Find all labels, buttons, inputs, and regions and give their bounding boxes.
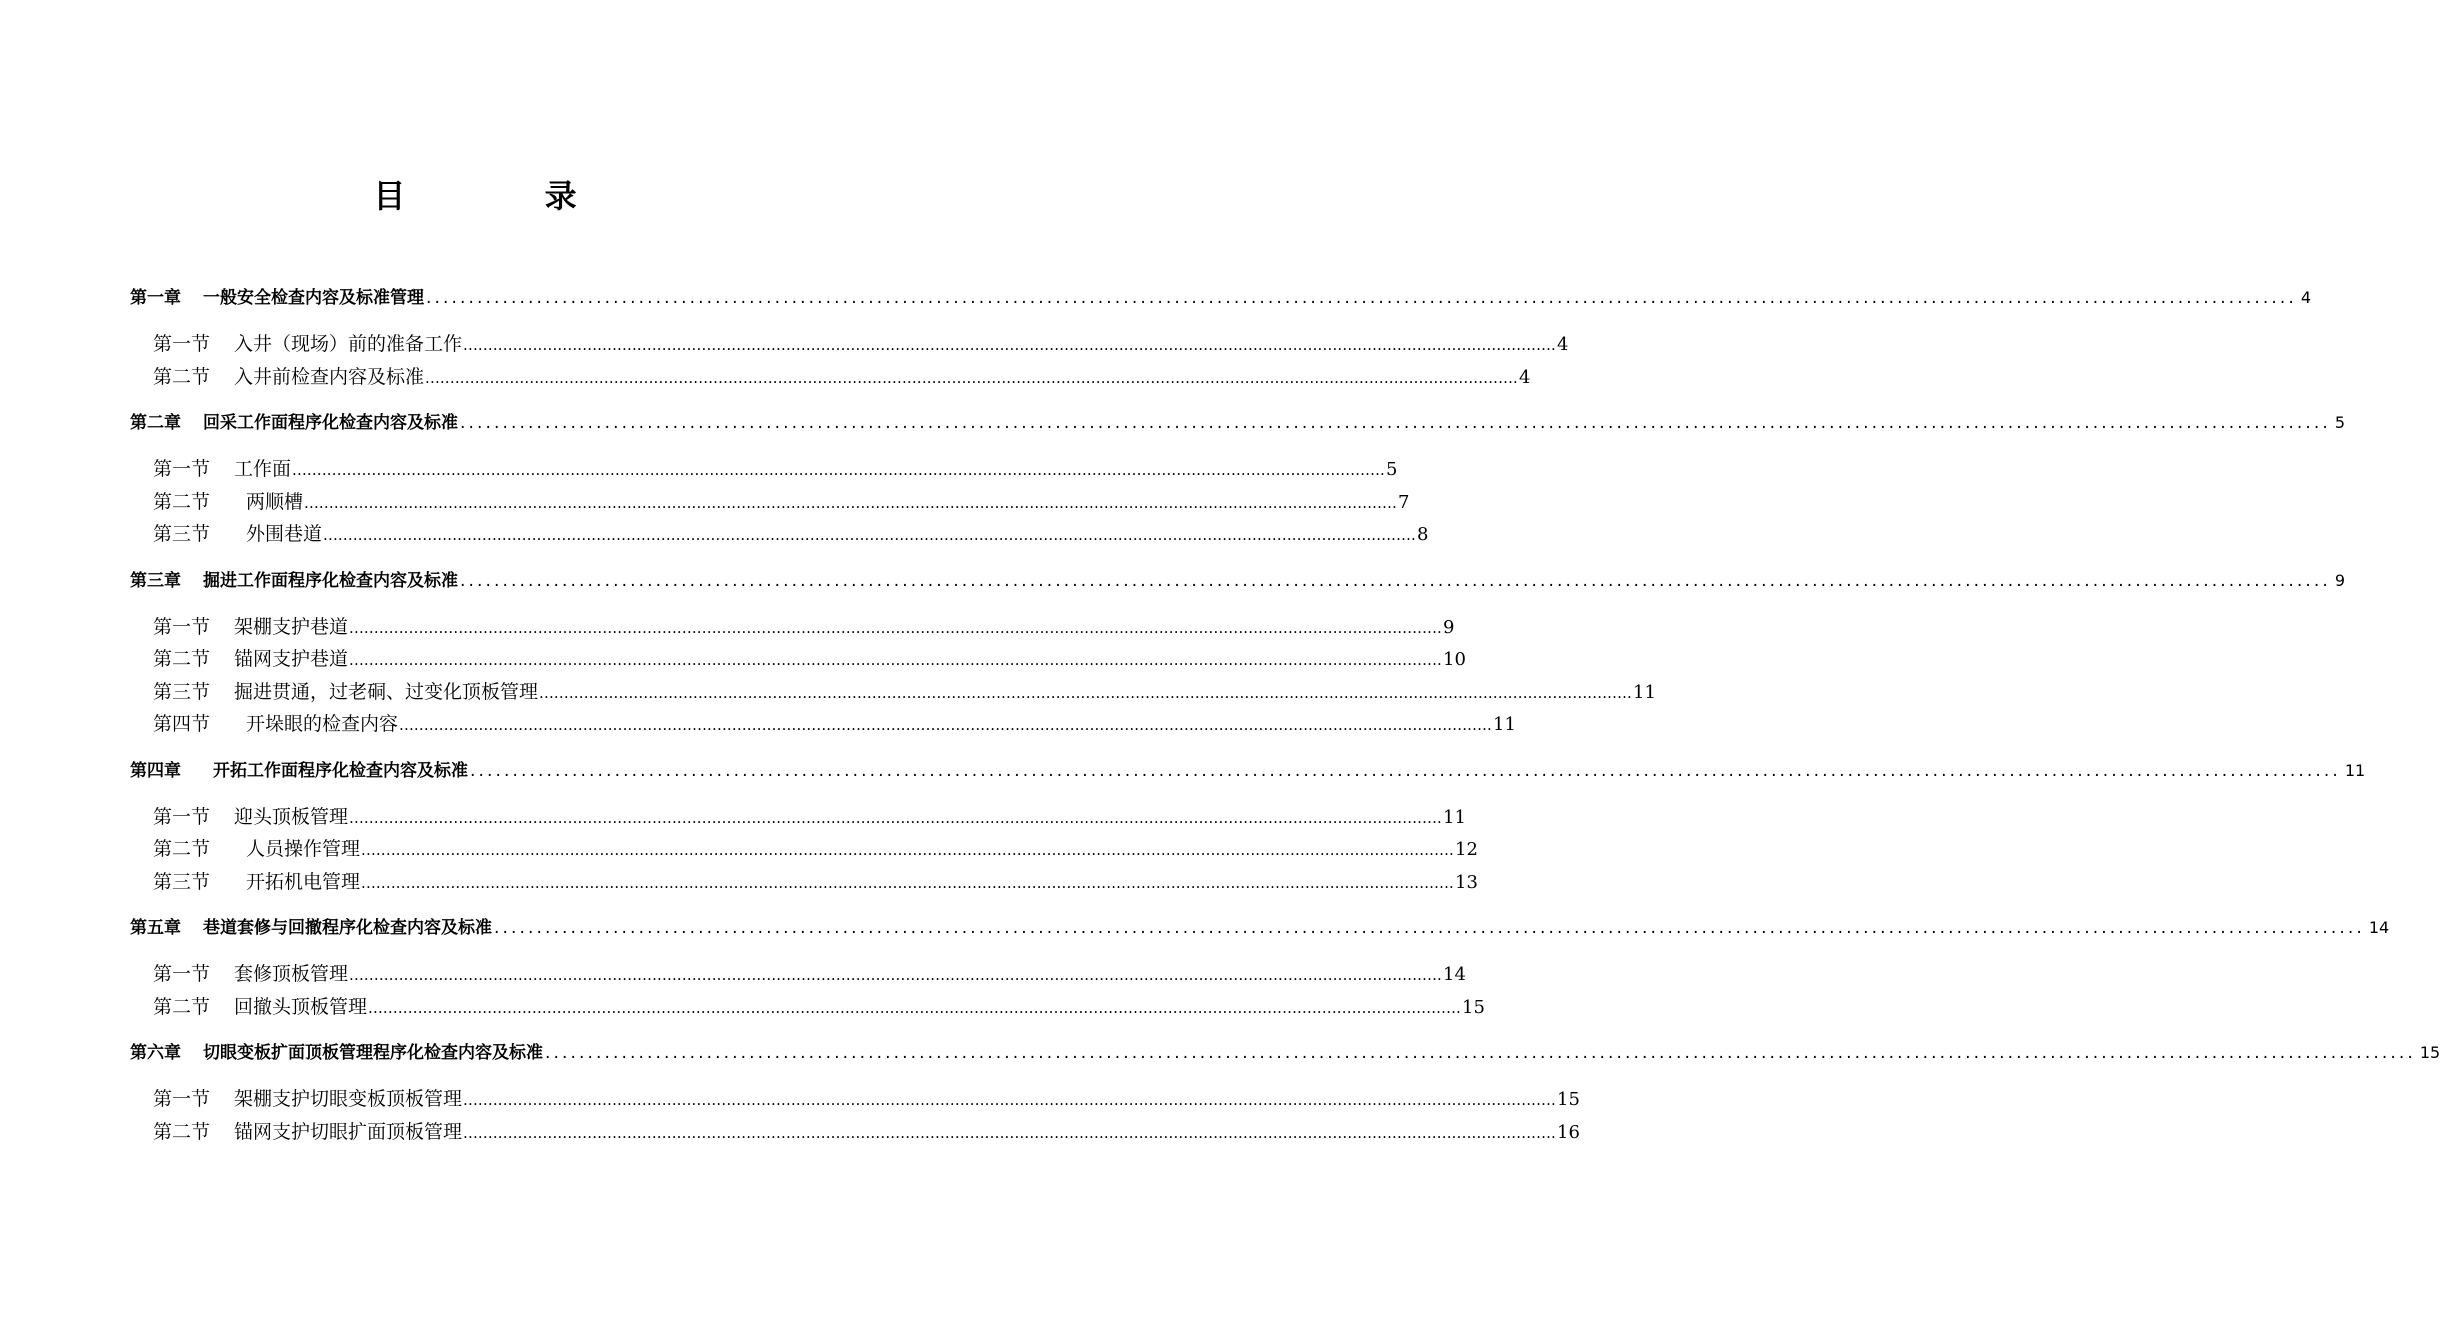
toc-chapter-6[interactable] (130, 1037, 2440, 1069)
section-title: 掘进贯通，过老硐、过变化顶板管理 (234, 680, 539, 703)
section-number: 第一节 (153, 963, 211, 985)
section-number: 第二节 (153, 838, 211, 860)
section-number: 第一节 (153, 805, 211, 828)
dot-leader: ............................................................................................................................................................................................................................ (426, 288, 2297, 308)
section-number: 第三节 (153, 523, 211, 545)
section-title: 套修顶板管理 (234, 963, 349, 985)
section-number: 第三节 (153, 870, 211, 893)
dot-leader: ............................................................................................................................................................................................................................ (460, 570, 2331, 591)
dot-leader: ............................................................................................................................................................................................................................ (463, 1091, 1557, 1109)
section-number: 第二节 (153, 1120, 211, 1143)
toc-section-4-1[interactable] (130, 801, 1466, 834)
dot-leader: ............................................................................................................................................................................................................................ (349, 651, 1443, 669)
page-number: 4 (2300, 288, 2312, 307)
toc-section-4-3[interactable] (130, 866, 1478, 899)
page-number: 15 (1462, 996, 1485, 1018)
toc-section-3-3[interactable] (130, 676, 1656, 709)
dot-leader: ............................................................................................................................................................................................................................ (361, 873, 1455, 892)
toc-section-4-2[interactable] (130, 833, 1478, 866)
section-number: 第一节 (153, 615, 211, 638)
dot-leader: ............................................................................................................................................................................................................................ (349, 618, 1443, 637)
toc-section-1-1[interactable] (130, 328, 1569, 361)
page-number: 5 (2334, 413, 2346, 432)
page-number: 12 (1455, 839, 1478, 860)
page-number: 14 (2368, 918, 2390, 937)
section-number: 第四节 (153, 713, 211, 735)
dot-leader: ............................................................................................................................................................................................................................ (494, 918, 2365, 938)
dot-leader: ............................................................................................................................................................................................................................ (463, 1123, 1557, 1142)
chapter-title: 掘进工作面程序化检查内容及标准 (203, 570, 458, 591)
page-number: 16 (1557, 1121, 1580, 1143)
section-title: 锚网支护切眼扩面顶板管理 (234, 1120, 463, 1143)
section-title: 迎头顶板管理 (234, 805, 349, 828)
section-title: 架棚支护巷道 (234, 615, 349, 638)
toc-chapter-1[interactable] (130, 282, 2312, 314)
page-number: 11 (2344, 760, 2366, 780)
page-number: 4 (1557, 334, 1569, 355)
section-title: 工作面 (234, 458, 292, 480)
page-number: 11 (1443, 806, 1466, 828)
section-title: 回撤头顶板管理 (234, 995, 368, 1018)
dot-leader: ............................................................................................................................................................................................................................ (323, 526, 1417, 544)
chapter-number: 第六章 (130, 1043, 181, 1063)
page-number: 11 (1493, 714, 1516, 735)
toc-section-6-1[interactable] (130, 1083, 1580, 1116)
chapter-title: 回采工作面程序化检查内容及标准 (203, 413, 458, 433)
dot-leader: ............................................................................................................................................................................................................................ (304, 493, 1398, 512)
toc-section-3-2[interactable] (130, 643, 1466, 676)
section-number: 第三节 (153, 680, 211, 703)
toc-section-3-4[interactable] (130, 708, 1516, 741)
section-title: 入井前检查内容及标准 (234, 365, 425, 388)
toc-section-2-2[interactable] (130, 486, 1410, 519)
dot-leader: ............................................................................................................................................................................................................................ (425, 368, 1519, 387)
toc-section-3-1[interactable] (130, 611, 1455, 644)
page-number: 4 (1519, 366, 1531, 388)
section-title: 架棚支护切眼变板顶板管理 (234, 1088, 463, 1110)
toc-chapter-3[interactable] (130, 565, 2346, 597)
dot-leader: ............................................................................................................................................................................................................................ (399, 716, 1493, 734)
section-title: 两顺槽 (246, 490, 304, 513)
page-number: 10 (1443, 649, 1466, 670)
section-title: 开垛眼的检查内容 (246, 713, 399, 735)
section-number: 第一节 (153, 333, 211, 355)
page-number: 15 (1557, 1089, 1580, 1110)
chapter-number: 第三章 (130, 570, 181, 591)
page-number: 14 (1443, 964, 1466, 985)
section-number: 第二节 (153, 648, 211, 670)
chapter-number: 第一章 (130, 288, 181, 308)
toc-section-2-1[interactable] (130, 453, 1398, 486)
chapter-title: 巷道套修与回撤程序化检查内容及标准 (203, 918, 492, 938)
dot-leader: ............................................................................................................................................................................................................................ (349, 808, 1443, 827)
page-number: 13 (1455, 871, 1478, 893)
page-number: 7 (1398, 491, 1410, 513)
dot-leader: ............................................................................................................................................................................................................................ (292, 461, 1386, 479)
chapter-title: 一般安全检查内容及标准管理 (203, 288, 424, 308)
toc-chapter-4[interactable] (130, 755, 2366, 787)
page-number: 11 (1633, 681, 1656, 703)
section-title: 外围巷道 (246, 523, 323, 545)
dot-leader: ............................................................................................................................................................................................................................ (539, 683, 1633, 702)
section-number: 第二节 (153, 365, 211, 388)
chapter-number: 第四章 (130, 760, 181, 781)
toc-section-6-2[interactable] (130, 1116, 1580, 1149)
section-number: 第二节 (153, 490, 211, 513)
section-title: 人员操作管理 (246, 838, 361, 860)
chapter-title: 切眼变板扩面顶板管理程序化检查内容及标准 (203, 1043, 543, 1063)
dot-leader: ............................................................................................................................................................................................................................ (361, 841, 1455, 859)
page-number: 9 (2334, 570, 2346, 590)
page-number: 5 (1386, 459, 1398, 480)
dot-leader: ............................................................................................................................................................................................................................ (349, 966, 1443, 984)
toc-section-2-3[interactable] (130, 518, 1429, 551)
page-number: 15 (2419, 1043, 2440, 1062)
section-number: 第二节 (153, 995, 211, 1018)
dot-leader: ............................................................................................................................................................................................................................ (470, 760, 2341, 781)
dot-leader: ............................................................................................................................................................................................................................ (368, 998, 1462, 1017)
page-number: 8 (1417, 524, 1429, 545)
section-title: 入井（现场）前的准备工作 (234, 333, 463, 355)
section-title: 锚网支护巷道 (234, 648, 349, 670)
section-number: 第一节 (153, 458, 211, 480)
chapter-number: 第二章 (130, 413, 181, 433)
toc-section-5-2[interactable] (130, 991, 1485, 1024)
table-of-contents (130, 282, 2440, 1148)
dot-leader: ............................................................................................................................................................................................................................ (460, 413, 2331, 433)
toc-chapter-2[interactable] (130, 407, 2346, 439)
section-title: 开拓机电管理 (246, 870, 361, 893)
section-number: 第一节 (153, 1088, 211, 1110)
page-number: 9 (1443, 616, 1455, 638)
toc-section-5-1[interactable] (130, 958, 1466, 991)
chapter-title: 开拓工作面程序化检查内容及标准 (213, 760, 468, 781)
dot-leader: ............................................................................................................................................................................................................................ (463, 336, 1557, 354)
chapter-number: 第五章 (130, 918, 181, 938)
toc-section-1-2[interactable] (130, 361, 1531, 394)
toc-chapter-5[interactable] (130, 912, 2390, 944)
dot-leader: ............................................................................................................................................................................................................................ (545, 1043, 2416, 1063)
page-title: 目 录 (373, 177, 641, 215)
